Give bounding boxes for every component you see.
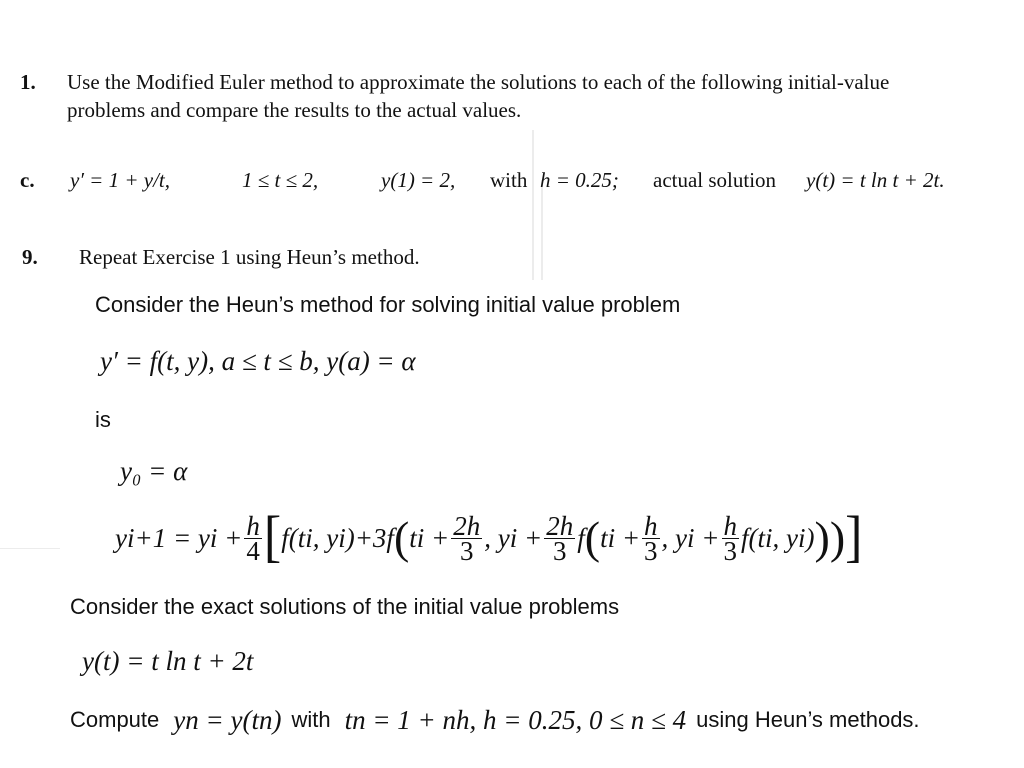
f-ti-yi-inner: f(ti, yi): [741, 523, 815, 553]
f-ti-yi: f(ti, yi): [281, 523, 355, 553]
problem-9-number: 9.: [22, 245, 38, 269]
problem-1-number: 1.: [20, 70, 36, 94]
part-c-initial-condition: y(1) = 2,: [381, 168, 456, 192]
problem-1-line-2: problems and compare the results to the actual values.: [67, 98, 522, 122]
part-c-interval: 1 ≤ t ≤ 2,: [242, 168, 319, 192]
fraction-2h-over-3-second: [544, 510, 575, 566]
right-bracket: ]: [845, 506, 863, 569]
part-c-actual-text: actual solution: [653, 168, 777, 192]
compute-with: with: [291, 707, 331, 732]
ti-plus: ti +: [409, 523, 450, 553]
initial-step-equation: y₀ = α: [120, 456, 188, 486]
left-paren-inner: (: [584, 512, 601, 563]
is-label: is: [95, 407, 111, 432]
fraction-denominator: 3: [644, 535, 658, 566]
fraction-2h-over-3: [451, 510, 482, 566]
comma-yi-plus: , yi +: [484, 523, 543, 553]
left-paren-outer: (: [393, 512, 410, 563]
ti-plus-inner: ti +: [600, 523, 641, 553]
comma-yi-plus-inner: , yi +: [661, 523, 720, 553]
general-ivp-equation: y′ = f(t, y), a ≤ t ≤ b, y(a) = α: [100, 346, 416, 376]
fraction-h-over-3-second: [722, 510, 740, 566]
scan-artifact-line: [541, 180, 543, 280]
fraction-numerator: h: [723, 510, 738, 541]
compute-tail: using Heun’s methods.: [696, 707, 920, 732]
left-bracket: [: [263, 506, 282, 569]
consider-exact-text: Consider the exact solutions of the initial value problems: [70, 594, 620, 619]
compute-tn-expression: tn = 1 + nh, h = 0.25, 0 ≤ n ≤ 4: [344, 705, 687, 735]
fraction-denominator: 3: [723, 535, 738, 566]
fraction-denominator: 4: [246, 535, 260, 566]
heun-formula-lhs: yi+1 = yi +: [115, 523, 243, 553]
fraction-numerator: 2h: [546, 510, 574, 541]
fraction-numerator: h: [644, 510, 658, 541]
fraction-denominator: 3: [552, 535, 567, 566]
part-c-equation: y′ = 1 + y/t,: [70, 168, 170, 192]
problem-1-line-1: Use the Modified Euler method to approximate the solutions to each of the following initial-value: [67, 70, 890, 94]
inner-f: f: [577, 523, 585, 553]
part-c-label: c.: [20, 168, 35, 192]
compute-word: Compute: [70, 707, 160, 732]
problem-9-text: Repeat Exercise 1 using Heun’s method.: [79, 245, 420, 269]
consider-heun-text: Consider the Heun’s method for solving initial value problem: [95, 292, 681, 317]
plus-three-f: +3f: [354, 523, 394, 553]
fraction-numerator: 2h: [453, 510, 481, 541]
fraction-denominator: 3: [460, 535, 474, 566]
scan-artifact-line: [0, 548, 60, 549]
part-c-with: with: [490, 168, 528, 192]
part-c-actual-solution: y(t) = t ln t + 2t.: [806, 168, 945, 192]
fraction-numerator: h: [246, 510, 260, 541]
scan-artifact-line: [532, 130, 534, 280]
part-c-step-size: h = 0.25;: [540, 168, 619, 192]
compute-yn-expression: yn = y(tn): [173, 705, 282, 735]
fraction-h-over-4: [244, 510, 262, 566]
exact-solution-equation: y(t) = t ln t + 2t: [82, 646, 254, 676]
compute-line: [70, 700, 920, 740]
right-parens: )): [814, 512, 846, 563]
fraction-h-over-3: [642, 510, 660, 566]
heun-formula: [115, 506, 862, 570]
